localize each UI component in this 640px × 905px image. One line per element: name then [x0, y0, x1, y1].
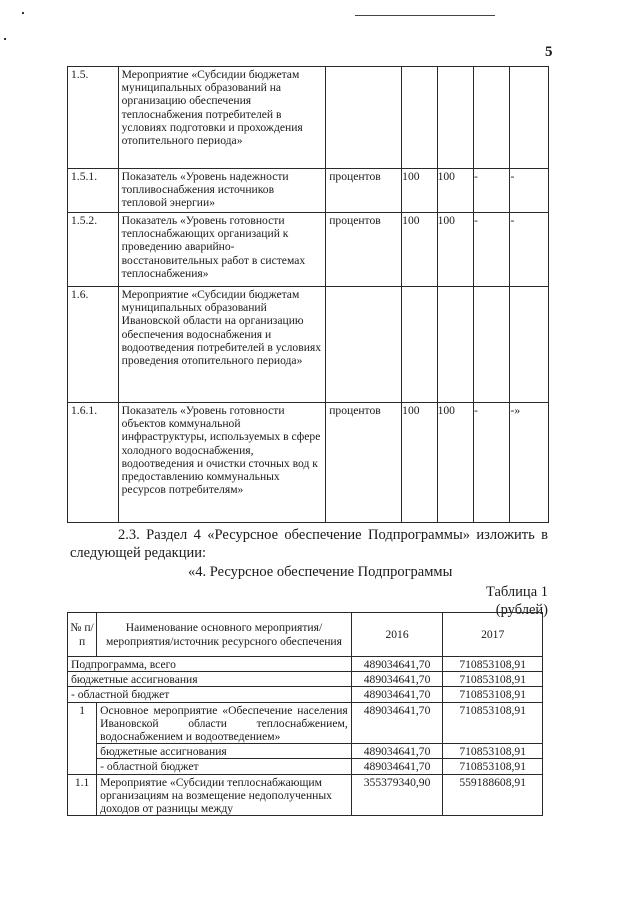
row-value-3: -	[474, 403, 510, 523]
header-2017: 2017	[443, 613, 543, 657]
header-2016: 2016	[351, 613, 443, 657]
value-2016: 489034641,70	[351, 687, 443, 702]
row-value-2: 100	[437, 403, 473, 523]
section-title: «4. Ресурсное обеспечение Подпрограммы	[188, 564, 453, 580]
row-unit	[326, 287, 402, 403]
row-name: Основное мероприятие «Обеспечение населения Ивановской области теплоснабжением, водоснабжением и водоотведением»	[97, 702, 352, 744]
row-number: 1.1	[68, 774, 97, 816]
value-2017: 710853108,91	[443, 744, 543, 759]
table-row	[68, 213, 549, 287]
row-value-3: -	[474, 169, 510, 213]
header-row	[68, 613, 543, 657]
table-row	[68, 672, 543, 687]
value-2016: 489034641,70	[351, 657, 443, 672]
table-row	[68, 287, 549, 403]
row-label: бюджетные ассигнования	[97, 744, 352, 759]
row-value-2: 100	[437, 169, 473, 213]
row-number: 1	[68, 702, 97, 774]
row-label: - областной бюджет	[68, 687, 352, 702]
scan-speck	[4, 38, 6, 40]
value-2016: 355379340,90	[351, 774, 443, 816]
row-label: - областной бюджет	[97, 759, 352, 774]
row-number: 1.5.	[68, 67, 119, 169]
value-2017: 710853108,91	[443, 702, 543, 744]
row-value-4: -»	[510, 403, 549, 523]
row-name: Показатель «Уровень готовности объектов коммунальной инфраструктуры, используемых в сфере холодного водоснабжения, водоотведения и очистки сточных вод к предоставлению коммунальных ресурсов потребителям»	[118, 403, 326, 523]
table-row	[68, 403, 549, 523]
row-unit	[326, 67, 402, 169]
table-row	[68, 774, 543, 816]
amendment-paragraph: 2.3. Раздел 4 «Ресурсное обеспечение Подпрограммы» изложить в следующей редакции:	[70, 527, 548, 561]
row-label: бюджетные ассигнования	[68, 672, 352, 687]
row-value-2	[437, 287, 473, 403]
table-row	[68, 657, 543, 672]
row-value-1	[402, 287, 437, 403]
row-value-4: -	[510, 213, 549, 287]
table-label: Таблица 1	[485, 584, 548, 600]
row-name: Мероприятие «Субсидии бюджетам муниципальных образований Ивановской области на организацию обеспечения водоснабжения и водоотведения потребителей в условиях проведения отопительного периода»	[118, 287, 326, 403]
table-row	[68, 67, 549, 169]
table-row	[68, 169, 549, 213]
row-value-1: 100	[402, 169, 437, 213]
row-value-4: -	[510, 169, 549, 213]
scan-speck	[22, 12, 24, 14]
value-2017: 710853108,91	[443, 657, 543, 672]
row-unit: процентов	[326, 213, 402, 287]
row-value-1: 100	[402, 403, 437, 523]
row-value-4	[510, 67, 549, 169]
row-value-1	[402, 67, 437, 169]
header-number: № п/п	[68, 613, 97, 657]
row-name: Показатель «Уровень готовности теплоснабжающих организаций к проведению аварийно-восстановительных работ в системах теплоснабжения»	[118, 213, 326, 287]
resource-table	[67, 612, 543, 816]
table-units: (рублей)	[495, 602, 548, 618]
header-name: Наименование основного мероприятия/ мероприятия/источник ресурсного обеспечения	[97, 613, 352, 657]
row-number: 1.5.2.	[68, 213, 119, 287]
value-2017: 559188608,91	[443, 774, 543, 816]
row-label: Подпрограмма, всего	[68, 657, 352, 672]
row-unit: процентов	[326, 169, 402, 213]
table-row	[68, 759, 543, 774]
row-name: Мероприятие «Субсидии теплоснабжающим организациям на возмещение недополученных доходов от разницы между	[97, 774, 352, 816]
table-row	[68, 744, 543, 759]
row-value-4	[510, 287, 549, 403]
page-number: 5	[545, 44, 553, 60]
value-2016: 489034641,70	[351, 702, 443, 744]
value-2016: 489034641,70	[351, 672, 443, 687]
row-value-2	[437, 67, 473, 169]
row-value-3	[474, 67, 510, 169]
row-number: 1.6.1.	[68, 403, 119, 523]
indicator-table	[67, 66, 549, 523]
row-number: 1.6.	[68, 287, 119, 403]
row-value-1: 100	[402, 213, 437, 287]
table-row	[68, 702, 543, 744]
scan-artifact-line	[355, 15, 495, 16]
row-name: Показатель «Уровень надежности топливоснабжения источников тепловой энергии»	[118, 169, 326, 213]
row-value-2: 100	[437, 213, 473, 287]
value-2017: 710853108,91	[443, 672, 543, 687]
table-row	[68, 687, 543, 702]
row-unit: процентов	[326, 403, 402, 523]
value-2016: 489034641,70	[351, 759, 443, 774]
value-2016: 489034641,70	[351, 744, 443, 759]
row-value-3: -	[474, 213, 510, 287]
row-value-3	[474, 287, 510, 403]
value-2017: 710853108,91	[443, 687, 543, 702]
row-number: 1.5.1.	[68, 169, 119, 213]
value-2017: 710853108,91	[443, 759, 543, 774]
row-name: Мероприятие «Субсидии бюджетам муниципальных образований на организацию обеспечения теплоснабжения потребителей в условиях подготовки и прохождения отопительного периода»	[118, 67, 326, 169]
